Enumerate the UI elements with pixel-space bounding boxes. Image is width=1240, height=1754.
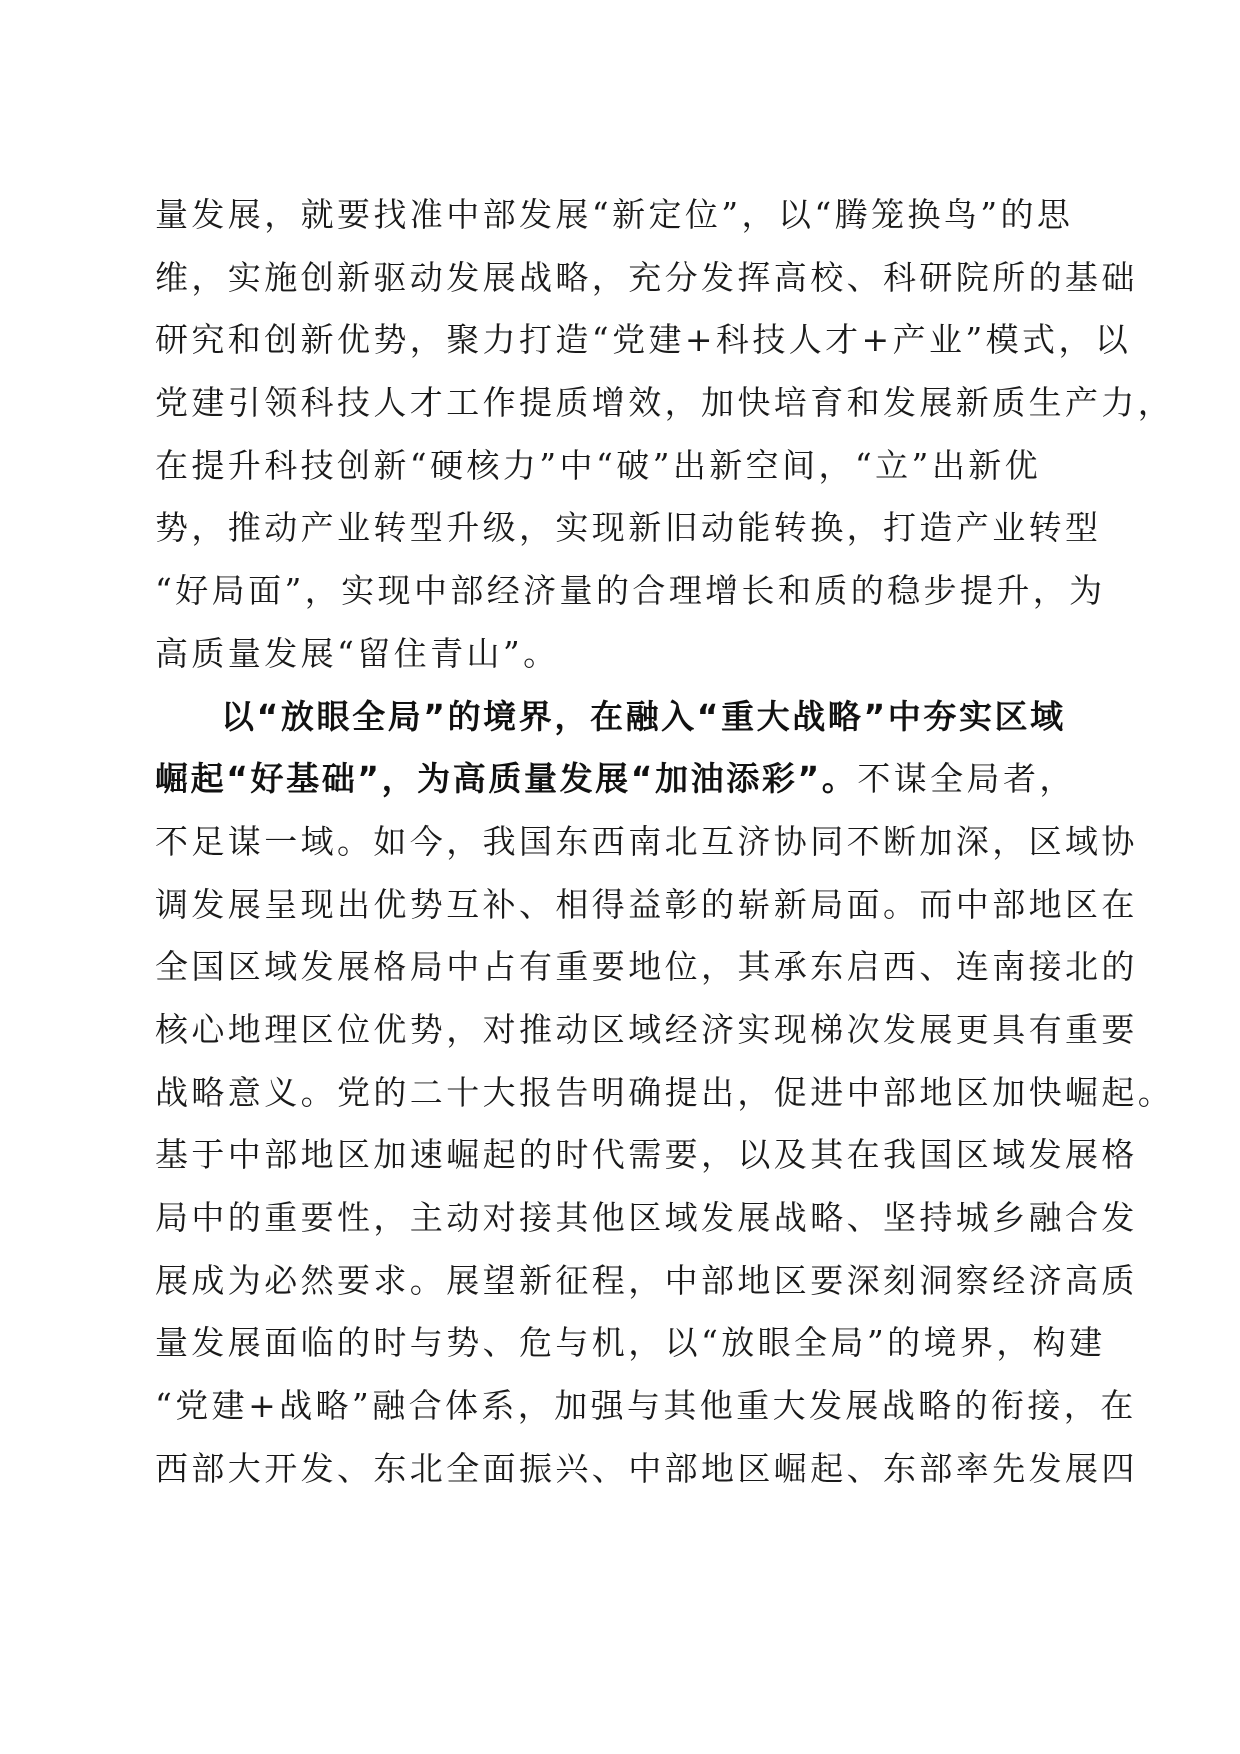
- paragraph-text: 不谋全局者，: [857, 759, 1076, 798]
- paragraph-line: 高质量发展“留住青山”。: [155, 634, 560, 673]
- section-heading-continued: 崛起“好基础”，为高质量发展“加油添彩”。: [155, 759, 858, 798]
- paragraph-line: 不足谋一域。如今，我国东西南北互济协同不断加深，区域协: [155, 822, 1138, 861]
- paragraph-line: 战略意义。党的二十大报告明确提出，促进中部地区加快崛起。: [155, 1073, 1175, 1112]
- paragraph-line: 展成为必然要求。展望新征程，中部地区要深刻洞察经济高质: [155, 1261, 1138, 1300]
- paragraph-line: 量发展面临的时与势、危与机，以“放眼全局”的境界，构建: [155, 1323, 1106, 1362]
- paragraph-line: 势，推动产业转型升级，实现新旧动能转换，打造产业转型: [155, 508, 1102, 547]
- paragraph-line: 西部大开发、东北全面振兴、中部地区崛起、东部率先发展四: [155, 1449, 1138, 1488]
- paragraph-line: 量发展，就要找准中部发展“新定位”，以“腾笼换鸟”的思: [155, 195, 1074, 234]
- paragraph-line: 研究和创新优势，聚力打造“党建+科技人才+产业”模式，以: [155, 320, 1132, 359]
- section-heading-line-2: [155, 757, 1085, 801]
- section-heading: 以“放眼全局”的境界，在融入“重大战略”中夯实区域: [221, 697, 1066, 736]
- paragraph-line: 调发展呈现出优势互补、相得益彰的崭新局面。而中部地区在: [155, 885, 1138, 924]
- paragraph-line: 全国区域发展格局中占有重要地位，其承东启西、连南接北的: [155, 947, 1138, 986]
- paragraph-line: “党建+战略”融合体系，加强与其他重大发展战略的衔接，在: [155, 1386, 1137, 1425]
- paragraph-line: 在提升科技创新“硬核力”中“破”出新空间，“立”出新优: [155, 446, 1042, 485]
- paragraph-line: 核心地理区位优势，对推动区域经济实现梯次发展更具有重要: [155, 1010, 1138, 1049]
- paragraph-line: “好局面”，实现中部经济量的合理增长和质的稳步提升，为: [155, 571, 1106, 610]
- paragraph-line: 党建引领科技人才工作提质增效，加快培育和发展新质生产力，: [155, 383, 1175, 422]
- paragraph-line: 基于中部地区加速崛起的时代需要，以及其在我国区域发展格: [155, 1135, 1138, 1174]
- paragraph-line: 局中的重要性，主动对接其他区域发展战略、坚持城乡融合发: [155, 1198, 1138, 1237]
- paragraph-line: 维，实施创新驱动发展战略，充分发挥高校、科研院所的基础: [155, 258, 1138, 297]
